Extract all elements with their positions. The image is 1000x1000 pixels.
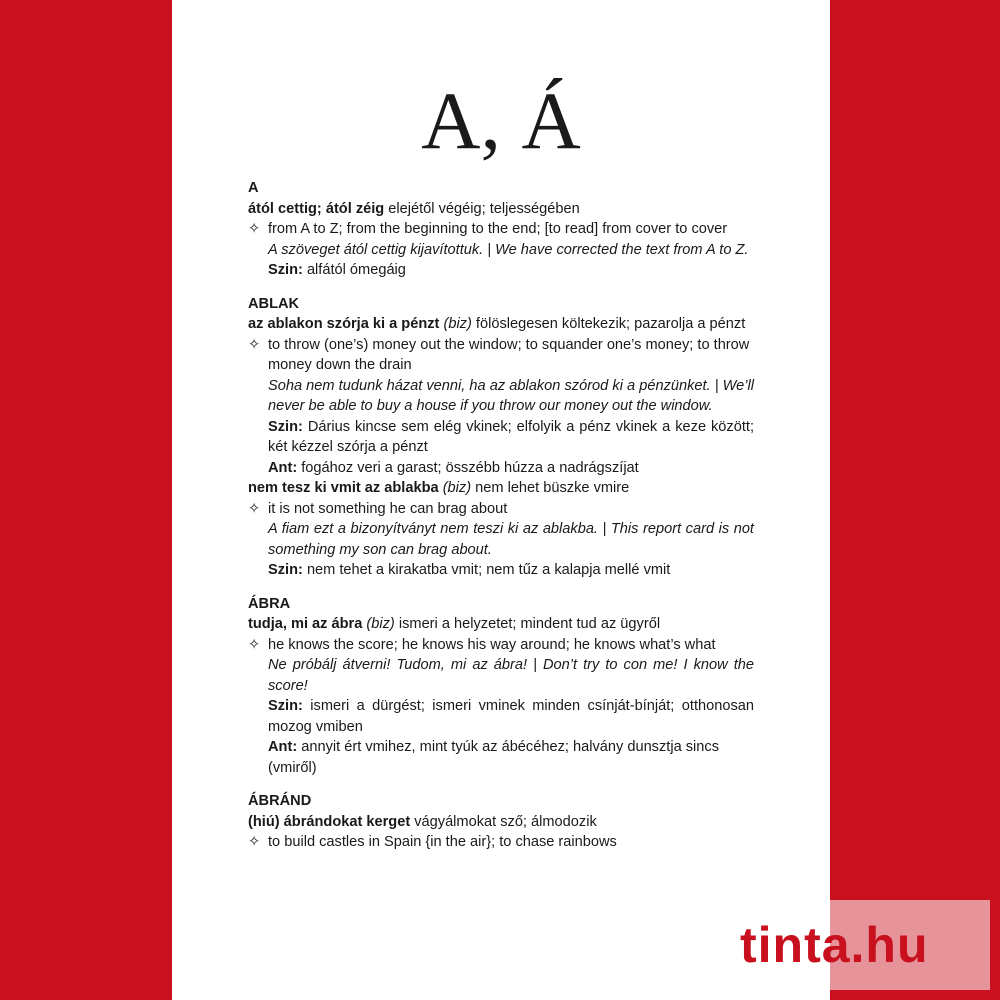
page-title: A, Á — [421, 75, 581, 166]
sense-translation — [248, 635, 754, 656]
watermark-text: tinta.hu — [740, 917, 929, 973]
phrase-line — [248, 614, 754, 635]
sense-translation — [248, 499, 754, 520]
phrase-line — [248, 199, 754, 220]
phrase-line — [248, 314, 754, 335]
phrase-definition: fölöslegesen költekezik; pazarolja a pénzt — [471, 316, 746, 332]
entry-a — [248, 178, 754, 281]
synonym-line — [248, 696, 754, 737]
phrase-headword: nem tesz ki vmit az ablakba — [248, 480, 439, 496]
antonym-label: Ant: — [268, 459, 298, 476]
synonym-line — [248, 260, 754, 281]
phrase-line — [248, 812, 754, 833]
sparkle-icon: ✧ — [248, 834, 261, 850]
entry-head: ÁBRÁND — [248, 793, 312, 809]
synonym-label: Szin: — [268, 262, 303, 278]
example-text: Soha nem tudunk házat venni, ha az ablakon szórod ki a pénzünket. | We’ll never be able to buy a house if you throw our money out the window. — [268, 377, 754, 414]
sparkle-icon: ✧ — [248, 336, 261, 353]
translation-text: it is not something he can brag about — [268, 500, 508, 517]
phrase-definition: ismeri a helyzetet; mindent tud az ügyről — [394, 616, 661, 632]
entry-abrand — [248, 791, 754, 853]
phrase-headword: az ablakon szórja ki a pénzt — [248, 316, 440, 332]
phrase-register: (biz) — [366, 616, 395, 632]
antonym-label: Ant: — [268, 739, 298, 755]
synonym-text: ismeri a dürgést; ismeri vminek minden csínját-bínját; otthonosan mozog vmiben — [268, 698, 754, 735]
phrase-definition: nem lehet büszke vmire — [471, 480, 630, 496]
phrase-register: (biz) — [443, 316, 472, 332]
sense-translation — [248, 219, 754, 240]
synonym-text: nem tehet a kirakatba vmit; nem tűz a kalapja mellé vmit — [306, 562, 671, 578]
antonym-text: fogához veri a garast; összébb húzza a nadrágszíjat — [301, 459, 639, 476]
synonym-label: Szin: — [268, 418, 303, 435]
phrase-headword: (hiú) ábrándokat kerget — [248, 813, 411, 830]
synonym-label: Szin: — [268, 698, 303, 714]
synonym-text: alfától ómegáig — [306, 262, 406, 278]
sense-translation — [248, 832, 754, 853]
synonym-text: Dárius kincse sem elég vkinek; elfolyik a pénz vkinek a keze között; két kézzel szórja a pénzt — [268, 418, 754, 455]
antonym-text: annyit ért vmihez, mint tyúk az ábécéhez; halvány dunsztja sincs (vmiről) — [268, 739, 719, 776]
entry-ablak — [248, 294, 754, 581]
example-text: A fiam ezt a bizonyítványt nem teszi ki az ablakba. | This report card is not something my son can brag about. — [268, 521, 754, 558]
synonym-label: Szin: — [268, 562, 303, 578]
translation-text: to build castles in Spain {in the air}; to chase rainbows — [268, 834, 617, 850]
synonym-line — [248, 560, 754, 581]
antonym-line — [248, 737, 754, 778]
phrase-line — [248, 478, 754, 499]
example-text: Ne próbálj átverni! Tudom, mi az ábra! | Don’t try to con me! I know the score! — [268, 657, 754, 694]
watermark — [735, 900, 990, 990]
phrase-definition: elejétől végéig; teljességében — [384, 200, 580, 217]
phrase-definition: vágyálmokat sző; álmodozik — [410, 813, 597, 830]
phrase-headword: tudja, mi az ábra — [248, 616, 363, 632]
entry-abra — [248, 594, 754, 779]
example-text: A szöveget ától cettig kijavítottuk. | We have corrected the text from A to Z. — [268, 241, 749, 258]
entry-head: ÁBRA — [248, 595, 291, 612]
entry-head: A — [248, 180, 259, 196]
sparkle-icon: ✧ — [248, 500, 261, 517]
antonym-line — [248, 458, 754, 479]
synonym-line — [248, 417, 754, 458]
dictionary-content — [248, 178, 754, 866]
translation-text: from A to Z; from the beginning to the end; [to read] from cover to cover — [268, 221, 728, 237]
dictionary-page — [172, 0, 830, 1000]
sparkle-icon: ✧ — [248, 221, 261, 237]
phrase-headword: ától cettig; ától zéig — [248, 200, 385, 217]
entry-head: ABLAK — [248, 295, 300, 312]
translation-text: to throw (one’s) money out the window; to squander one’s money; to throw money down the drain — [268, 336, 750, 373]
sparkle-icon: ✧ — [248, 636, 261, 653]
translation-text: he knows the score; he knows his way around; he knows what’s what — [268, 636, 716, 653]
sense-translation — [248, 335, 754, 376]
phrase-register: (biz) — [442, 480, 472, 496]
